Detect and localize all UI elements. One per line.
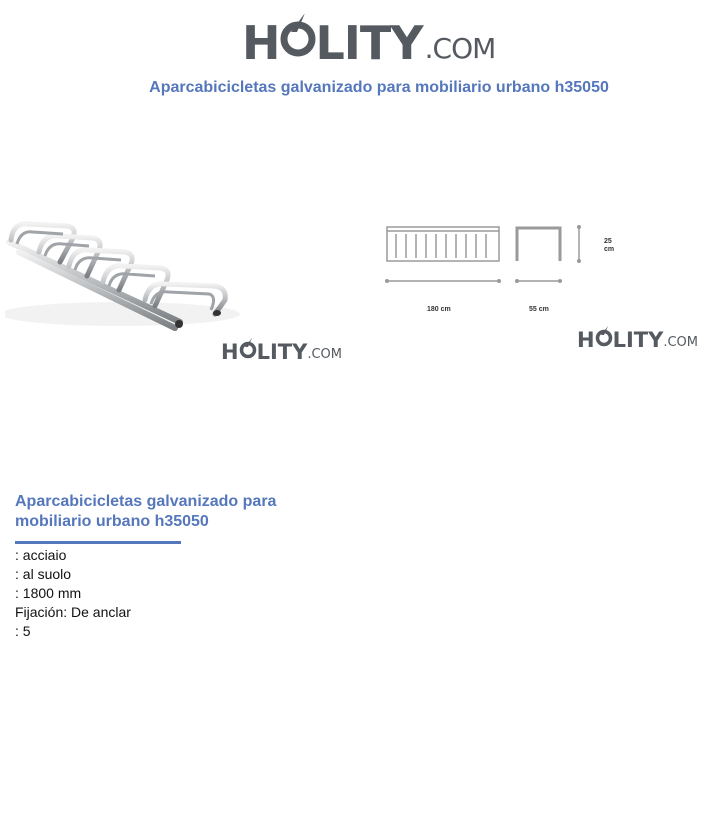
- logo-letter-h: H: [242, 15, 280, 70]
- spec-places: : 5: [15, 623, 31, 639]
- logo-domain: .COM: [663, 334, 698, 350]
- logo-o-icon: [239, 338, 257, 365]
- logo-text-lity: LITY: [256, 339, 308, 364]
- logo-letter-h: H: [577, 327, 595, 352]
- logo-letter-h: H: [221, 339, 239, 364]
- product-specs: [15, 546, 131, 641]
- length-label: 180 cm: [427, 306, 451, 313]
- spec-length: : 1800 mm: [15, 585, 82, 601]
- logo-domain: .COM: [307, 346, 342, 362]
- spec-fixing: Fijación: De anclar: [15, 604, 131, 620]
- spec-material: : acciaio: [15, 547, 67, 563]
- height-value: 25: [604, 238, 612, 245]
- logo-text-lity: LITY: [612, 327, 664, 352]
- height-unit: cm: [604, 246, 615, 253]
- dimensions-drawing: [380, 218, 620, 318]
- logo-text-lity: LITY: [315, 15, 423, 70]
- logo-domain: .COM: [424, 32, 496, 65]
- holity-logo-dimensions[interactable]: [577, 326, 698, 353]
- holity-logo-photo[interactable]: [221, 338, 342, 365]
- holity-logo[interactable]: [242, 14, 495, 71]
- product-title: Aparcabicicletas galvanizado para mobiliario urbano h35050: [15, 493, 277, 530]
- page-title: Aparcabicicletas galvanizado para mobiliario urbano h35050: [149, 79, 609, 96]
- bike-rack-photo: [5, 218, 241, 336]
- logo-o-icon: [595, 326, 613, 353]
- title-divider: [15, 541, 181, 544]
- spec-installation: : al suolo: [15, 566, 72, 582]
- depth-label: 55 cm: [529, 306, 549, 313]
- logo-o-icon: [280, 14, 316, 71]
